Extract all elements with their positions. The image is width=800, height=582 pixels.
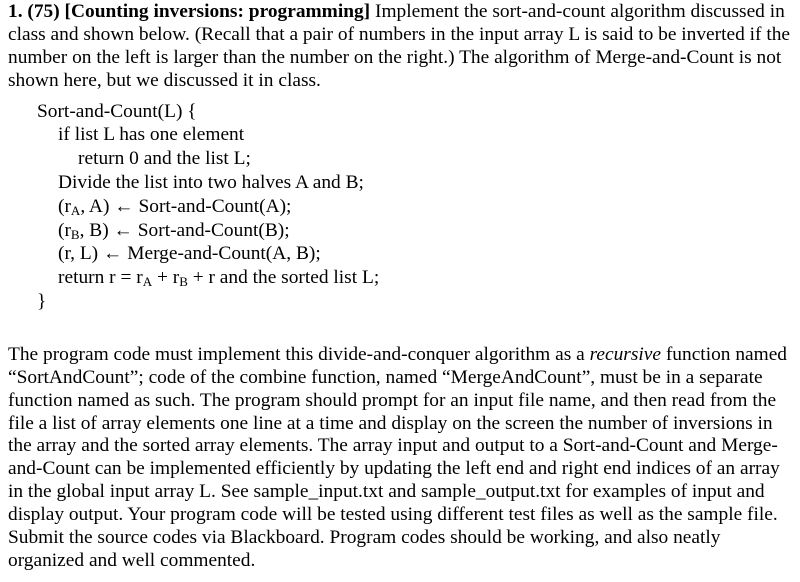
description-start: The program code must implement this divide-and-conquer algorithm as a (8, 343, 590, 365)
pseudocode-header: Sort-and-Count(L) { (37, 100, 197, 122)
pseudocode-line-5-b: , B) ← Sort-and-Count(B); (79, 219, 290, 241)
pseudocode-line-4 (8, 195, 794, 219)
spacer (8, 314, 794, 344)
pseudocode-close: } (37, 291, 47, 312)
pseudocode-line-2: return 0 and the list L; (78, 148, 251, 170)
problem-statement (8, 1, 794, 93)
pseudocode-block (8, 100, 794, 314)
problem-intro: Implement the sort-and-count algorithm discussed in class and shown below. (Recall that a pair of numbers in the input array L is said to be inverted if the number on the left is larger than the number on the right.) The algorithm of Merge-and-Count is not shown here, but we discussed it in class. (8, 1, 791, 91)
pseudocode-line-3: Divide the list into two halves A and B; (58, 172, 364, 194)
pseudocode-line-5-a: (r (58, 219, 71, 241)
problem-heading: 1. (75) [Counting inversions: programming] (8, 1, 371, 22)
assignment-document (8, 1, 794, 573)
pseudocode-line-7 (8, 266, 794, 290)
description-paragraph (8, 344, 794, 573)
pseudocode-line-7-a: return r = r (58, 267, 143, 289)
description-italic: recursive (589, 343, 661, 365)
pseudocode-line-5-sub: B (70, 226, 80, 242)
pseudocode-line-7-b: + r (152, 267, 180, 289)
pseudocode-line-4-sub: A (70, 202, 81, 218)
pseudocode-line-7-sub-b: B (179, 274, 188, 290)
pseudocode-line-4-a: (r (58, 195, 71, 217)
description-rest: function named “SortAndCount”; code of the combine function, named “MergeAndCount”, must be in a separate function named as such. The program should prompt for an input file name, and then read from the file a list of array elements one line at a time and display on the screen the number of inversions in the array and the sorted array elements. The array input and output to a Sort-and-Count and Merge-and-Count can be implemented efficiently by updating the left end and right end indices of an array in the global input array L. See sample_input.txt and sample_output.txt for examples of input and display output. Your program code will be tested using different test files as well as the sample file. Submit the source codes via Blackboard. Program codes should be working, and also neatly organized and well commented. (8, 343, 788, 571)
pseudocode-line-5 (8, 219, 794, 243)
pseudocode-line-4-b: , A) ← Sort-and-Count(A); (80, 195, 292, 217)
pseudocode-line-1: if list L has one element (58, 124, 245, 146)
pseudocode-line-6: (r, L) ← Merge-and-Count(A, B); (58, 243, 321, 265)
pseudocode-line-7-sub-a: A (142, 274, 153, 290)
pseudocode-line-7-c: + r and the sorted list L; (187, 267, 380, 289)
